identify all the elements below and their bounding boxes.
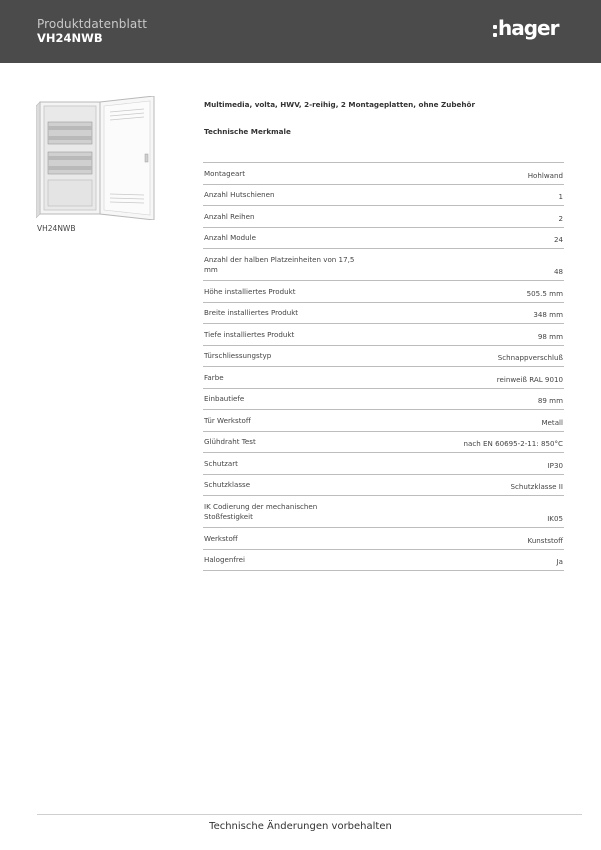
spec-label: Breite installiertes Produkt xyxy=(203,302,365,324)
spec-label: Höhe installiertes Produkt xyxy=(203,281,365,303)
spec-label: Farbe xyxy=(203,367,365,389)
spec-value: 348 mm xyxy=(365,302,564,324)
spec-label: Türschliessungstyp xyxy=(203,345,365,367)
spec-value: 1 xyxy=(365,184,564,206)
spec-label: IK Codierung der mechanischen Stoßfestigkeit xyxy=(203,496,365,528)
table-row xyxy=(203,302,564,324)
table-row xyxy=(203,388,564,410)
logo-wordmark: hager xyxy=(498,16,559,40)
spec-value: nach EN 60695-2-11: 850°C xyxy=(365,431,564,453)
spec-label: Montageart xyxy=(203,163,365,185)
table-row xyxy=(203,345,564,367)
table-row xyxy=(203,528,564,550)
table-row xyxy=(203,249,564,281)
table-row xyxy=(203,496,564,528)
section-title: Technische Merkmale xyxy=(204,127,291,136)
spec-table xyxy=(203,162,564,571)
spec-value: Schutzklasse II xyxy=(365,474,564,496)
spec-label: Anzahl Reihen xyxy=(203,206,365,228)
spec-label: Einbautiefe xyxy=(203,388,365,410)
hager-logo xyxy=(493,18,568,44)
table-row xyxy=(203,453,564,475)
table-row xyxy=(203,474,564,496)
table-row xyxy=(203,163,564,185)
table-row xyxy=(203,281,564,303)
spec-label: Schutzklasse xyxy=(203,474,365,496)
spec-label: Tür Werkstoff xyxy=(203,410,365,432)
page-header xyxy=(0,0,601,63)
spec-label: Anzahl Module xyxy=(203,227,365,249)
product-image xyxy=(36,96,156,220)
product-image-caption: VH24NWB xyxy=(37,224,76,233)
footer-divider xyxy=(37,814,582,815)
spec-value: reinweiß RAL 9010 xyxy=(365,367,564,389)
spec-label: Anzahl der halben Platzeinheiten von 17,5 mm xyxy=(203,249,365,281)
product-code-title: VH24NWB xyxy=(37,31,103,45)
table-row xyxy=(203,206,564,228)
spec-label: Glühdraht Test xyxy=(203,431,365,453)
spec-label: Schutzart xyxy=(203,453,365,475)
table-row xyxy=(203,367,564,389)
footer-note: Technische Änderungen vorbehalten xyxy=(209,821,392,832)
spec-value: Metall xyxy=(365,410,564,432)
spec-label: Anzahl Hutschienen xyxy=(203,184,365,206)
spec-value: Schnappverschluß xyxy=(365,345,564,367)
spec-value: 24 xyxy=(365,227,564,249)
table-row xyxy=(203,184,564,206)
spec-value: IK05 xyxy=(365,496,564,528)
table-row xyxy=(203,227,564,249)
spec-label: Tiefe installiertes Produkt xyxy=(203,324,365,346)
spec-value: Ja xyxy=(365,549,564,571)
spec-value: 505.5 mm xyxy=(365,281,564,303)
spec-label: Werkstoff xyxy=(203,528,365,550)
spec-label: Halogenfrei xyxy=(203,549,365,571)
spec-value: 98 mm xyxy=(365,324,564,346)
spec-value: Kunststoff xyxy=(365,528,564,550)
spec-value: 89 mm xyxy=(365,388,564,410)
spec-value: Hohlwand xyxy=(365,163,564,185)
spec-value: IP30 xyxy=(365,453,564,475)
table-row xyxy=(203,431,564,453)
table-row xyxy=(203,549,564,571)
document-type: Produktdatenblatt xyxy=(37,17,147,31)
product-description: Multimedia, volta, HWV, 2-reihig, 2 Montageplatten, ohne Zubehör xyxy=(204,100,475,109)
spec-value: 48 xyxy=(365,249,564,281)
table-row xyxy=(203,410,564,432)
table-row xyxy=(203,324,564,346)
spec-value: 2 xyxy=(365,206,564,228)
